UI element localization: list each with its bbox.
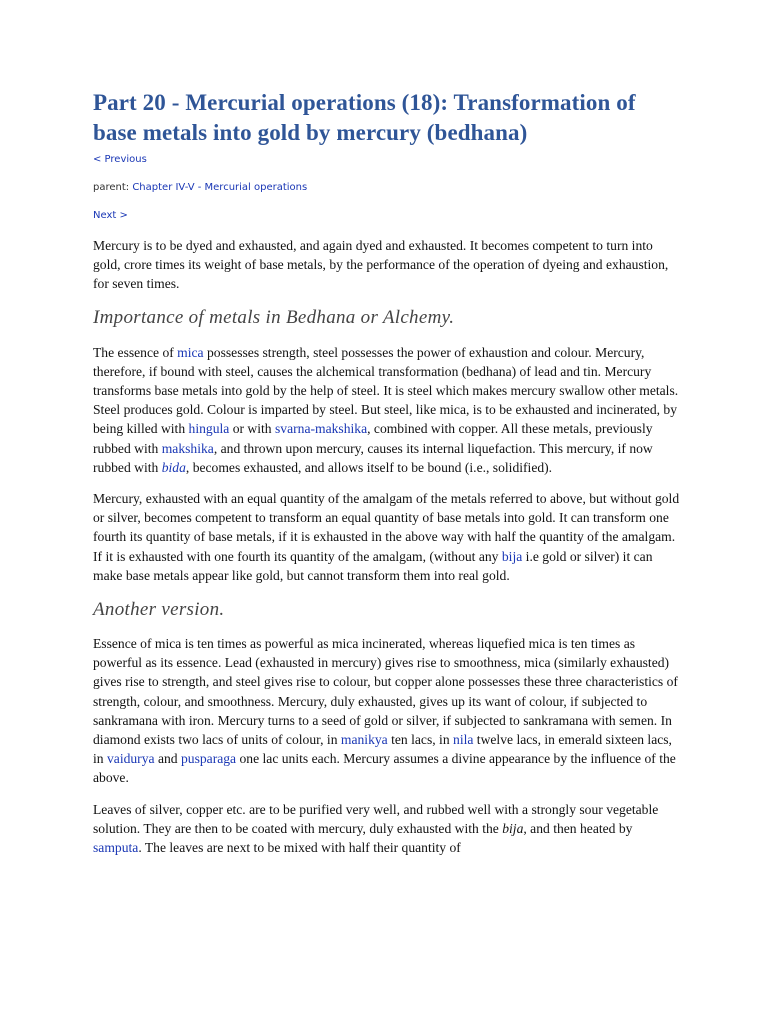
text-span: twelve lacs, in emerald sixteen lacs, in (93, 732, 672, 767)
text-span: Leaves of silver, copper etc. are to be purified very well, and rubbed well with a strongly sour vegetable solution. They are then to be coated with mercury, duly exhausted with the (93, 801, 659, 836)
section-heading-another-version: Another version. (93, 599, 225, 621)
link-bija[interactable]: bija (501, 548, 523, 564)
paragraph-essence (93, 343, 683, 477)
previous-nav (93, 154, 683, 168)
link-manikya[interactable]: manikya (340, 732, 388, 748)
italic-term-bija: bija (502, 820, 524, 836)
text-span: , and then heated by (523, 820, 633, 836)
link-nila[interactable]: nila (453, 732, 474, 748)
parent-nav (93, 182, 683, 196)
text-span: one lac units each. Mercury assumes a divine appearance by the influence of the above. (93, 751, 676, 786)
link-bida[interactable]: bida (161, 459, 186, 475)
paragraph-leaves (93, 800, 683, 858)
text-span: and (154, 751, 181, 767)
next-nav (93, 210, 683, 224)
text-span: , becomes exhausted, and allows itself to be bound (i.e., solidified). (185, 459, 553, 475)
text-span: , combined with copper. All these metals, previously rubbed with (93, 421, 653, 456)
link-mica[interactable]: mica (177, 344, 204, 360)
paragraph-intro: Mercury is to be dyed and exhausted, and again dyed and exhausted. It becomes competent to turn into gold, crore times its weight of base metals, by the performance of the operation of dyeing and exhaustion, for seven times. (93, 238, 669, 292)
section-heading-importance: Importance of metals in Bedhana or Alchemy. (93, 306, 455, 328)
link-vaidurya[interactable]: vaidurya (106, 751, 155, 767)
paragraph-mica-essence (93, 634, 683, 788)
text-span: Essence of mica is ten times as powerful as mica incinerated, whereas liquefied mica is ten times as powerful as its essence. Lead (exhausted in mercury) gives rise to smoothness, mica (similarly exhausted) gives rise to strength, and steel gives rise to colour, but copper alone possesses these three characteristics of strength, colour, and smoothness. Mercury, duly exhausted, gives up its want of colour, if subjected to sankramana with iron. Mercury turns to a seed of gold or silver, if subjected to sankramana with semen. In diamond exists two lacs of units of colour, in (93, 636, 678, 748)
link-makshika[interactable]: makshika (161, 440, 214, 456)
page-title: Part 20 - Mercurial operations (18): Transformation of base metals into gold by mercury (bedhana) (93, 90, 636, 145)
parent-link[interactable]: Chapter IV-V - Mercurial operations (132, 182, 308, 193)
paragraph-amalgam (93, 489, 683, 585)
article (93, 88, 683, 857)
text-span: , and thrown upon mercury, causes its internal liquefaction. This mercury, if now rubbed with (93, 440, 653, 475)
text-span: i.e gold or silver) it can make base metals appear like gold, but cannot transform them into real gold. (93, 548, 653, 583)
next-link[interactable]: Next > (93, 210, 128, 221)
text-span: possesses strength, steel possesses the power of exhaustion and colour. Mercury, therefore, if bound with steel, causes the alchemical transformation (bedhana) of lead and tin. Mercury transforms base metals into gold by the help of steel. It is steel which makes mercury swallow other metals. Steel produces gold. Colour is imparted by steel. But steel, like mica, is to be exhausted and incinerated, by being killed with (93, 344, 679, 437)
text-span: ten lacs, in (387, 732, 454, 748)
link-svarna-makshika[interactable]: svarna-makshika (275, 421, 368, 437)
text-span: Mercury, exhausted with an equal quantity of the amalgam of the metals referred to above, but without gold or silver, becomes competent to transform an equal quantity of base metals into gold. It can transform one fourth its quantity of base metals, if it is exhausted in the above way with half the quantity of the amalgam. If it is exhausted with one fourth its quantity of the amalgam, (without any (93, 491, 680, 564)
text-span: or with (229, 421, 275, 437)
text-span: The essence of (93, 344, 178, 360)
parent-label: parent: (93, 182, 133, 193)
text-span: . The leaves are next to be mixed with half their quantity of (138, 840, 461, 856)
link-hingula[interactable]: hingula (188, 421, 230, 437)
previous-link[interactable]: < Previous (93, 154, 147, 165)
link-pusparaga[interactable]: pusparaga (180, 751, 237, 767)
link-samputa[interactable]: samputa (93, 840, 139, 856)
